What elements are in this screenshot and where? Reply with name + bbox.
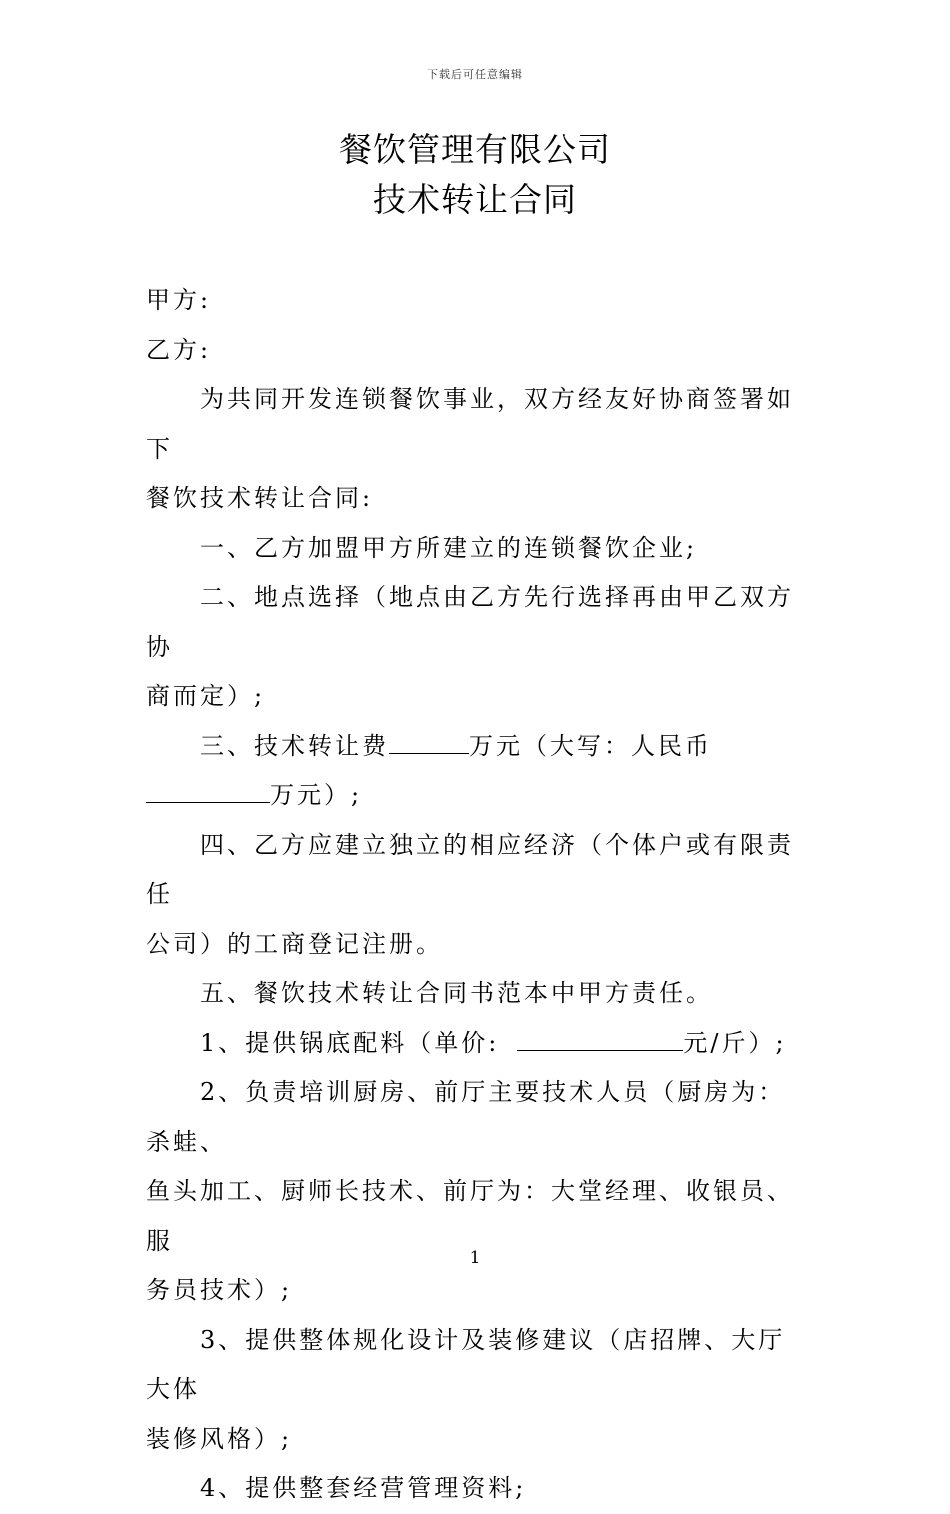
clause-4-line-2: 公司）的工商登记注册。 — [146, 929, 443, 958]
clause-3-line-2 — [146, 771, 810, 821]
party-b-line: 乙方: — [146, 335, 212, 364]
clause-2-line-1: 二、地点选择（地点由乙方先行选择再由甲乙双方协 — [146, 583, 794, 661]
party-a-line: 甲方: — [146, 286, 212, 314]
item-3-line-2: 装修风格）; — [146, 1424, 293, 1453]
clause-3-end: 万元）; — [270, 781, 363, 809]
title-contract: 技术转让合同 — [373, 180, 577, 219]
item-2-line-2: 鱼头加工、厨师长技术、前厅为：大堂经理、收银员、服 — [146, 1177, 794, 1255]
unit-price-blank — [517, 1028, 683, 1051]
page-number: 1 — [469, 1248, 481, 1268]
preamble-line-2: 餐饮技术转让合同: — [146, 484, 374, 512]
clause-2-line-2: 商而定）; — [146, 682, 266, 710]
title-company: 餐饮管理有限公司 — [339, 130, 611, 169]
clause-5: 五、餐饮技术转让合同书范本中甲方责任。 — [200, 979, 713, 1007]
preamble-line-1: 为共同开发连锁餐饮事业，双方经友好协商签署如下 — [146, 385, 794, 463]
item-1 — [146, 1019, 810, 1069]
item-1-unit: 元/斤）; — [683, 1028, 787, 1057]
fee-uppercase-blank — [146, 780, 270, 803]
clause-3-label: 三、技术转让费 — [200, 731, 389, 760]
item-3-line-1: 3、提供整体规化设计及装修建议（店招牌、大厅大体 — [146, 1325, 786, 1403]
fee-amount-blank — [389, 731, 469, 754]
header-note: 下载后可任意编辑 — [427, 68, 523, 81]
item-2-line-3: 务员技术）; — [146, 1276, 293, 1304]
clause-1: 一、乙方加盟甲方所建立的连锁餐饮企业; — [200, 533, 698, 562]
item-2-line-1: 2、负责培训厨房、前厅主要技术人员（厨房为：杀蛙、 — [146, 1078, 786, 1156]
clause-3-line-1 — [146, 722, 810, 772]
item-4: 4、提供整套经营管理资料; — [200, 1474, 527, 1502]
item-1-label: 1、提供锅底配料（单价: — [200, 1028, 500, 1057]
contract-body — [146, 276, 810, 1514]
clause-4-line-1: 四、乙方应建立独立的相应经济（个体户或有限责任 — [146, 830, 794, 908]
clause-3-unit: 万元（大写：人民币 — [469, 731, 712, 760]
